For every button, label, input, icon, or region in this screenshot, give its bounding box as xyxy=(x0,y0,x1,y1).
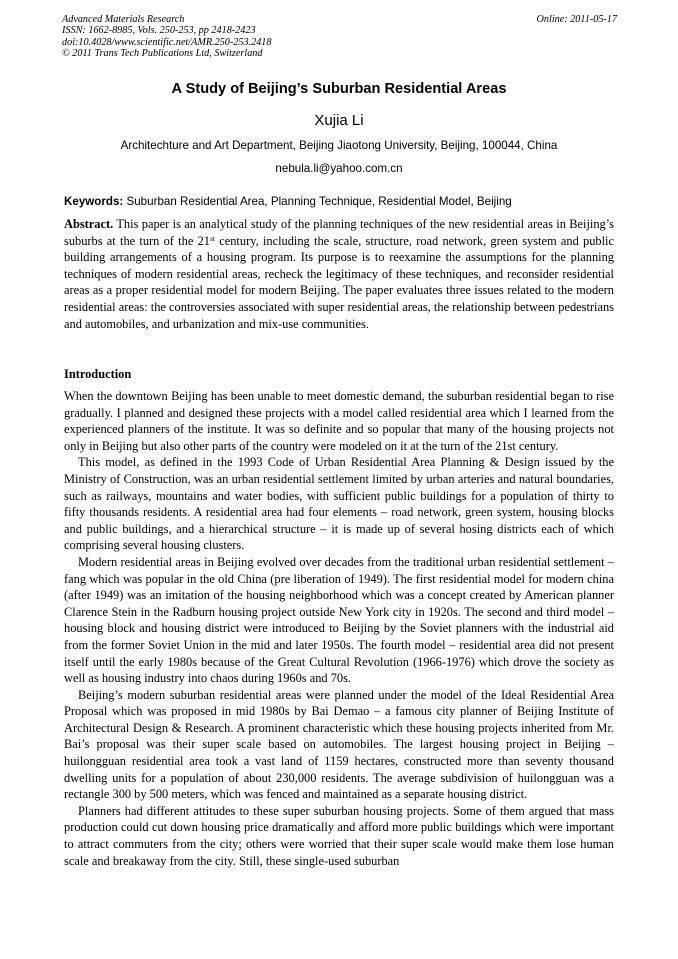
abstract-label: Abstract. xyxy=(64,217,114,231)
copyright-line: © 2011 Trans Tech Publications Ltd, Switzerland xyxy=(62,47,263,59)
intro-paragraph-1: When the downtown Beijing has been unable to meet domestic demand, the suburban residential began to rise gradually. I planned and designed these projects with a model called residential area which I learned from the experienced planners of the institute. It was so definite and so popular that many of the housing projects not only in Beijing but also other parts of the country were modeled on it at the turn of the 21st century. xyxy=(64,389,614,453)
abstract-paragraph xyxy=(64,216,614,332)
paper-title: A Study of Beijing’s Suburban Residential Areas xyxy=(171,81,507,97)
introduction-heading: Introduction xyxy=(64,367,132,381)
journal-header xyxy=(62,14,617,59)
keywords-label: Keywords: xyxy=(64,195,124,208)
introduction-body xyxy=(64,388,614,869)
intro-paragraph-2: This model, as defined in the 1993 Code of Urban Residential Area Planning & Design issued by the Ministry of Construction, was an urban residential settlement limited by urban arteries and natural boundaries, such as railways, mountains and water bodies, with sufficient public buildings for a population of thirty to fifty thousands residents. A residential area had four elements – road network, green system, housing blocks and public buildings, and a hierarchical structure – it is made up of several hosing districts each of which comprising several housing clusters. xyxy=(64,455,614,553)
keywords-line xyxy=(64,195,624,208)
doi-line: doi:10.4028/www.scientific.net/AMR.250-253.2418 xyxy=(62,36,272,48)
issn-line: ISSN: 1662-8985, Vols. 250-253, pp 2418-2423 xyxy=(62,25,256,37)
author-name: Xujia Li xyxy=(314,112,364,129)
keywords-text: Suburban Residential Area, Planning Technique, Residential Model, Beijing xyxy=(123,195,512,208)
abstract-superscript: st xyxy=(209,233,215,243)
author-email: nebula.li@yahoo.com.cn xyxy=(275,162,403,175)
journal-name: Advanced Materials Research xyxy=(62,14,185,25)
author-affiliation: Architechture and Art Department, Beijing Jiaotong University, Beijing, 100044, China xyxy=(120,139,558,152)
intro-paragraph-3: Modern residential areas in Beijing evolved over decades from the traditional urban residential settlement – fang which was popular in the old China (pre liberation of 1949). The first residential model for modern china (after 1949) was an imitation of the housing neighborhood which was a concept created by American planner Clarence Stein in the Radburn housing project outside New York city in 1920s. The second and third model – housing block and housing district were introduced to Beijing by the Soviet planners with the industrial aid from the former Soviet Union in the mid and later 1950s. The fourth model – residential area did not present itself until the early 1980s because of the Great Cultural Revolution (1966-1976) which drove the society as well as housing industry into chaos during 1960s and 70s. xyxy=(64,554,614,686)
abstract-text-2: century, including the scale, structure, road network, green system and public building arrangements of a housing program. Its purpose is to reexamine the assumptions for the planning techniques of modern residential areas, recheck the legitimacy of these techniques, and reconsider residential areas as a proper residential model for modern Beijing. The paper evaluates three issues related to the modern residential areas: the controversies associated with super residential areas, the relationship between pedestrians and automobiles, and urbanization and mix-use communities. xyxy=(64,233,614,331)
intro-paragraph-4: Beijing’s modern suburban residential areas were planned under the model of the Ideal Residential Area Proposal which was proposed in mid 1980s by Bai Demao – a famous city planner of Beijing Institute of Architectural Design & Research. A prominent characteristic which these housing projects inherited from Mr. Bai’s proposal was their super scale based on automobiles. The largest housing project in Beijing – huilongguan residential area took a vast land of 1159 hectares, constructed more than seventy thousand dwelling units for a population of about 230,000 residents. The average subdivision of huilongguan was a rectangle 300 by 500 meters, which was fenced and maintained as a separate housing district. xyxy=(64,687,614,802)
abstract-text-1: This paper is an analytical study of the planning techniques of the new residential areas in Beijing’s suburbs at the turn of the 21 xyxy=(64,217,614,248)
online-date: Online: 2011-05-17 xyxy=(536,14,617,25)
intro-paragraph-5: Planners had different attitudes to these super suburban housing projects. Some of them argued that mass production could cut down housing price dramatically and afford more public buildings which were important to attract commuters from the city; others were worried that their super scale would make them lose human scale and breakaway from the city. Still, these single-used suburban xyxy=(64,803,614,868)
